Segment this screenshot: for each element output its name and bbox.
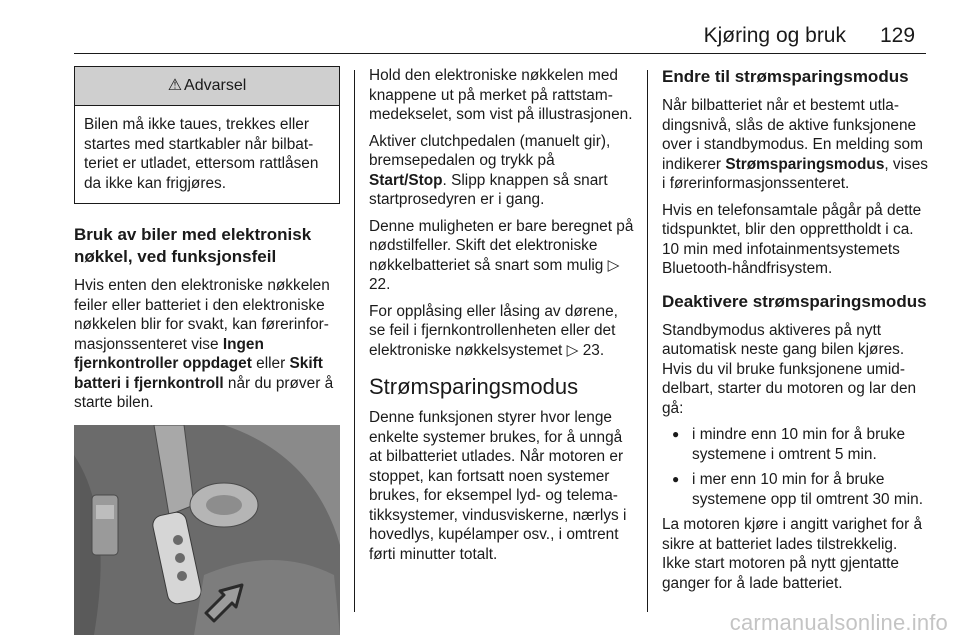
list-item: ● i mer enn 10 min for å bruke systemene opp til omtrent 30 min. — [662, 470, 928, 509]
text-fragment: Hvis enten den elektroniske nøkkelen feiler eller batteriet i den elektroniske nøkkelen blir for svakt, kan førerinformasjonssenteret vise — [74, 277, 330, 353]
paragraph-run-engine: La motoren kjøre i angitt varighet for å sikre at batteriet lades tilstrekkelig. Ikke start motoren på nytt gjentatte ganger for å lade batteriet. — [662, 516, 923, 592]
page-number: 129 — [880, 24, 916, 47]
section-heading-power-saving: Strømsparingsmodus — [369, 374, 579, 399]
page-reference-arrow-icon: ▷ — [607, 255, 620, 274]
paragraph-emergency — [369, 217, 635, 295]
display-message-no-remote: Ingen fjernkontroller oppdaget — [74, 335, 264, 372]
text-fragment: Denne muligheten er bare beregnet på nødstilfeller. Skift det elektroniske nøkkelbatteriet så snart som mulig — [369, 217, 634, 274]
text-fragment: . Slipp knappen så snart startprosedyren er i gang. — [369, 171, 608, 208]
column-divider-1 — [354, 70, 355, 612]
start-stop-label: Start/Stop — [369, 171, 443, 189]
warning-title: Advarsel — [184, 77, 247, 95]
page-reference-23[interactable]: 23. — [582, 341, 605, 359]
text-fragment: Når bilbatteriet når et bestemt utladingsnivå, slås de aktive funksjonene over i standbymodus. En melding som indikerer — [662, 97, 923, 173]
column-right — [662, 66, 928, 600]
text-fragment: , vises i førerinformasjonssenteret. — [662, 155, 928, 192]
page-header-title: Kjøring og bruk — [703, 24, 846, 47]
paragraph-key-malfunction — [74, 276, 340, 413]
heading-change-to-power-saving: Endre til strømsparingsmodus — [662, 67, 909, 86]
column-divider-2 — [647, 70, 648, 612]
paragraph-lock-unlock — [369, 302, 635, 361]
warning-triangle-icon: ⚠ — [167, 77, 183, 95]
column-left — [74, 66, 340, 635]
page-reference-22[interactable]: 22. — [369, 276, 391, 293]
page-reference-arrow-icon: ▷ — [566, 340, 579, 359]
paragraph-phone-call: Hvis en telefonsamtale pågår på dette tidspunktet, blir den opprettholdt i ca. 10 min med infotainmentsystemets Bluetooth-håndfrisystem. — [662, 201, 922, 277]
bullet-list — [662, 425, 928, 509]
warning-body: Bilen må ikke taues, trekkes eller startes med startkabler når bilbatteriet er utladet, ettersom rattlåsen da ikke kan frigjøres. — [84, 116, 319, 192]
paragraph-power-saving: Denne funksjonen styrer hvor lenge enkelte systemer brukes, for å unngå at bilbatteriet utlades. Når motoren er stoppet, kan fortsatt noen systemer brukes, for eksempel lyd- og telematikksystemer, vindusviskerne, nærlys i hovedlys, kupélamper osv., i omtrent førti minutter totalt. — [369, 409, 627, 563]
list-item: ● i mindre enn 10 min for å bruke systemene i omtrent 5 min. — [662, 425, 928, 464]
watermark-text: carmanualsonline.info — [729, 610, 948, 635]
paragraph-discharge — [662, 96, 928, 194]
display-message-change-battery: Skift batteri i fjernkontroll — [74, 355, 323, 392]
text-fragment: For opplåsing eller låsing av dørene, se feil i fjernkontrollenheten eller det elektroniske nøkkelsystemet — [369, 302, 618, 359]
steering-column-illustration — [74, 425, 340, 635]
paragraph-activate-pedals — [369, 132, 635, 210]
header-rule — [74, 53, 926, 54]
paragraph-hold-key: Hold den elektroniske nøkkelen med knappene ut på merket på rattstammedekselet, som vist på illustrasjonen. — [369, 67, 633, 123]
paragraph-standby: Standbymodus aktiveres på nytt automatisk neste gang bilen kjøres. Hvis du vil bruke funksjonene umiddelbart, starter du motoren og lar den gå: — [662, 321, 917, 417]
display-message-power-saving: Strømsparingsmodus — [725, 155, 885, 173]
warning-box — [74, 66, 340, 204]
section-heading-electronic-key: Bruk av biler med elektronisk nøkkel, ved funksjonsfeil — [74, 225, 312, 266]
text-fragment: når du prøver å starte bilen. — [74, 374, 334, 411]
heading-deactivate-power-saving: Deaktivere strømsparingsmodus — [662, 291, 927, 311]
text-fragment: eller — [251, 355, 290, 372]
column-middle — [369, 66, 635, 571]
text-fragment: Aktiver clutchpedalen (manuelt gir), bremsepedalen og trykk på — [369, 132, 611, 169]
warning-header — [75, 67, 339, 106]
